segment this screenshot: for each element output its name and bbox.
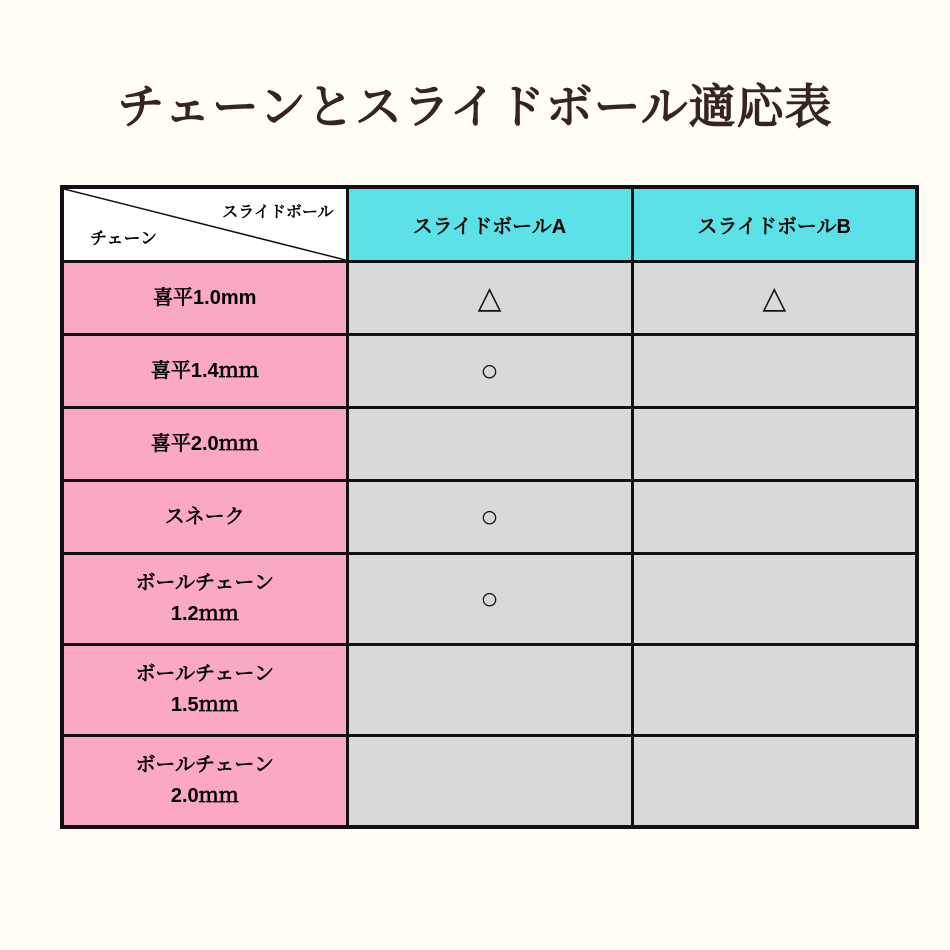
table-row-ballchain-1-2 (62, 554, 917, 645)
row-label-text: 1.2ｍｍ (170, 603, 239, 625)
cell-ballchain-1-2-slideball-b (632, 554, 917, 645)
cell-ballchain-2-0-slideball-a (347, 736, 632, 828)
table-row-ballchain-1-5 (62, 645, 917, 736)
column-header-slideball-a: スライドボールA (347, 187, 632, 262)
cell-snake-slideball-a: ○ (347, 481, 632, 554)
row-label-text: 喜平1.0mm (153, 286, 257, 309)
row-label-ballchain-1-5 (62, 645, 347, 736)
row-label-text: 喜平1.4ｍｍ (150, 359, 259, 382)
table-row-kihei-1-4 (62, 335, 917, 408)
row-label-text: ボールチェーン (135, 572, 275, 594)
cell-snake-slideball-b (632, 481, 917, 554)
cell-ballchain-2-0-slideball-b (632, 736, 917, 828)
cell-ballchain-1-5-slideball-b (632, 645, 917, 736)
row-label-text: 喜平2.0ｍｍ (150, 432, 259, 455)
row-label-kihei-1-0 (62, 262, 347, 335)
compatibility-table (60, 185, 919, 829)
row-label-ballchain-2-0 (62, 736, 347, 828)
cell-kihei-1-0-slideball-b: △ (632, 262, 917, 335)
cell-kihei-2-0-slideball-a (347, 408, 632, 481)
corner-label-chain: チェーン (90, 229, 158, 248)
table-row-ballchain-2-0 (62, 736, 917, 828)
cell-kihei-2-0-slideball-b (632, 408, 917, 481)
page-title: チェーンとスライドボール適応表 (117, 80, 833, 133)
table-row-snake (62, 481, 917, 554)
cell-ballchain-1-2-slideball-a: ○ (347, 554, 632, 645)
corner-label-slideball: スライドボール (222, 204, 334, 221)
header-row (62, 187, 917, 262)
column-header-slideball-b: スライドボールB (632, 187, 917, 262)
row-label-text: ボールチェーン (135, 754, 275, 776)
table-row-kihei-2-0 (62, 408, 917, 481)
cell-ballchain-1-5-slideball-a (347, 645, 632, 736)
table-row-kihei-1-0 (62, 262, 917, 335)
corner-header-cell (62, 187, 347, 262)
cell-kihei-1-4-slideball-a: ○ (347, 335, 632, 408)
row-label-text: 1.5ｍｍ (170, 694, 239, 716)
row-label-text: スネーク (164, 505, 245, 528)
row-label-ballchain-1-2 (62, 554, 347, 645)
row-label-text: ボールチェーン (135, 663, 275, 685)
cell-kihei-1-4-slideball-b (632, 335, 917, 408)
row-label-kihei-2-0 (62, 408, 347, 481)
row-label-kihei-1-4 (62, 335, 347, 408)
row-label-snake (62, 481, 347, 554)
cell-kihei-1-0-slideball-a: △ (347, 262, 632, 335)
row-label-text: 2.0ｍｍ (170, 785, 239, 807)
